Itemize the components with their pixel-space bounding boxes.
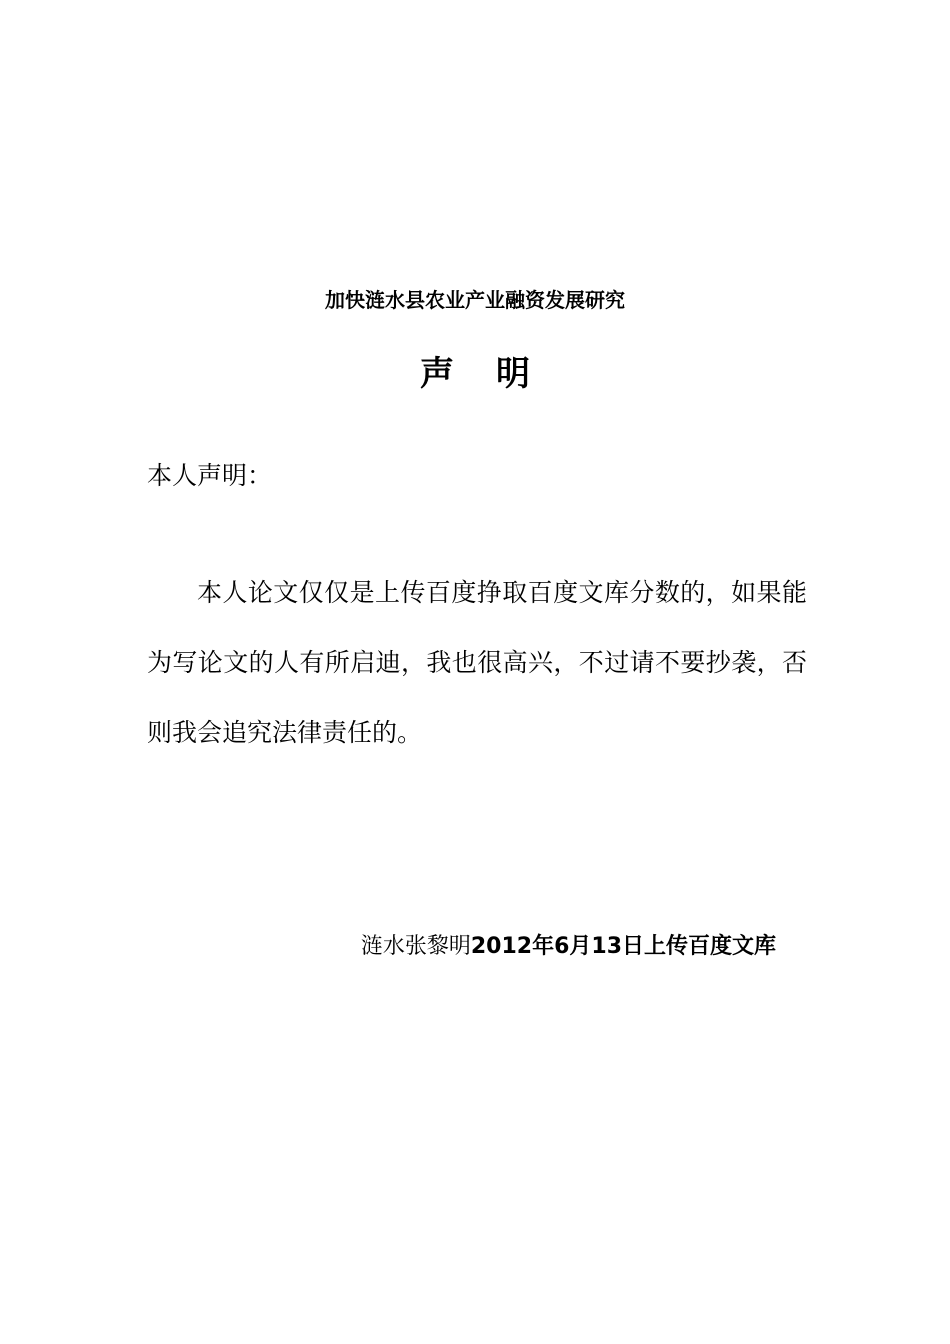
signature-date: 2012年6月13日上传百度文库: [470, 934, 776, 959]
declaration-heading: 声明: [420, 354, 572, 394]
signature-line: [361, 930, 776, 964]
declaration-body: 本人论文仅仅是上传百度挣取百度文库分数的，如果能为写论文的人有所启迪，我也很高兴，不过请不要抄袭，否则我会追究法律责任的。: [147, 578, 807, 747]
declaration-lead: 本人声明：: [147, 461, 273, 490]
thesis-title: 加快涟水县农业产业融资发展研究: [325, 288, 625, 312]
signature-name: 涟水张黎明: [360, 934, 471, 959]
